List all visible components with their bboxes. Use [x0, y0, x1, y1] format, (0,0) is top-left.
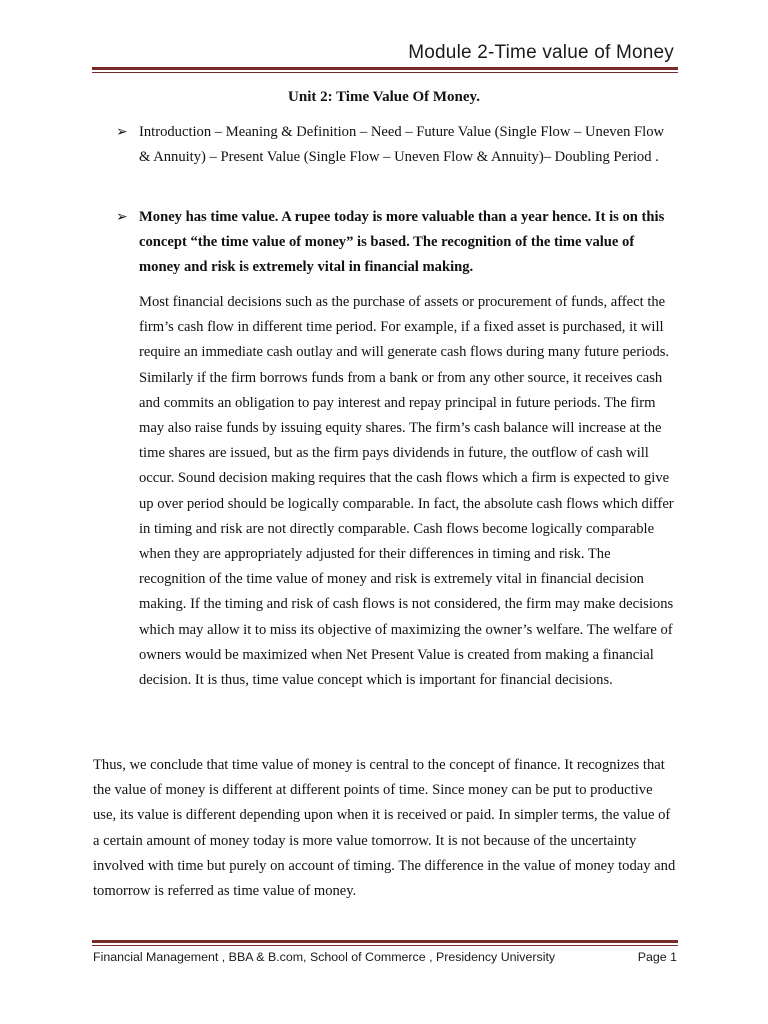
- footer-course-info: Financial Management , BBA & B.com, School of Commerce , Presidency University: [93, 950, 556, 964]
- body-paragraph-2: Thus, we conclude that time value of money is central to the concept of finance. It recognizes that the value of money is different at different points of time. Since money can be put to productive use, its value is different depending upon when it is received or paid. In simpler terms, the value of a certain amount of money today is more value tomorrow. It is not because of the uncertainty involved with time but purely on account of timing. The difference in the value of money today and tomorrow is referred as time value of money.: [93, 757, 676, 900]
- footer-rule-thick: [92, 940, 678, 943]
- header-rule-thin: [92, 72, 678, 73]
- footer-page-number: Page 1: [637, 950, 677, 964]
- unit-heading: Unit 2: Time Value Of Money.: [288, 89, 480, 105]
- bullet-item-concept: [116, 205, 676, 280]
- bullet-text: Introduction – Meaning & Definition – Need – Future Value (Single Flow – Uneven Flow & Annuity) – Present Value (Single Flow – Uneven Flow & Annuity)– Doubling Period .: [139, 124, 665, 165]
- arrow-bullet-icon: ➢: [116, 124, 128, 140]
- bullet-text: Money has time value. A rupee today is more valuable than a year hence. It is on this concept “the time value of money” is based. The recognition of the time value of money and risk is extremely vital in financial making.: [139, 209, 665, 275]
- header-rule-thick: [92, 67, 678, 70]
- bullet-item-topics: [116, 120, 676, 170]
- footer-rule-thin: [92, 945, 678, 946]
- body-paragraph-1: Most financial decisions such as the purchase of assets or procurement of funds, affect the firm’s cash flow in different time period. For example, if a fixed asset is purchased, it will require an immediate cash outlay and will generate cash flows during many future periods. Similarly if the firm borrows funds from a bank or from any other source, it receives cash and commits an obligation to pay interest and repay principal in future periods. The firm may also raise funds by issuing equity shares. The firm’s cash balance will increase at the time shares are issued, but as the firm pays dividends in future, the outflow of cash will occur. Sound decision making requires that the cash flows which a firm is expected to give up over period should be logically comparable. In fact, the absolute cash flows which differ in timing and risk are not directly comparable. Cash flows become logically comparable when they are appropriately adjusted for their differences in timing and risk. The recognition of the time value of money and risk is extremely vital in financial decision making. If the timing and risk of cash flows is not considered, the firm may make decisions which may allow it to miss its objective of maximizing the owner’s welfare. The welfare of owners would be maximized when Net Present Value is created from making a financial decision. It is thus, time value concept which is important for financial decisions.: [139, 294, 674, 689]
- arrow-bullet-icon: ➢: [116, 209, 128, 225]
- page-header-title: Module 2-Time value of Money: [408, 42, 674, 63]
